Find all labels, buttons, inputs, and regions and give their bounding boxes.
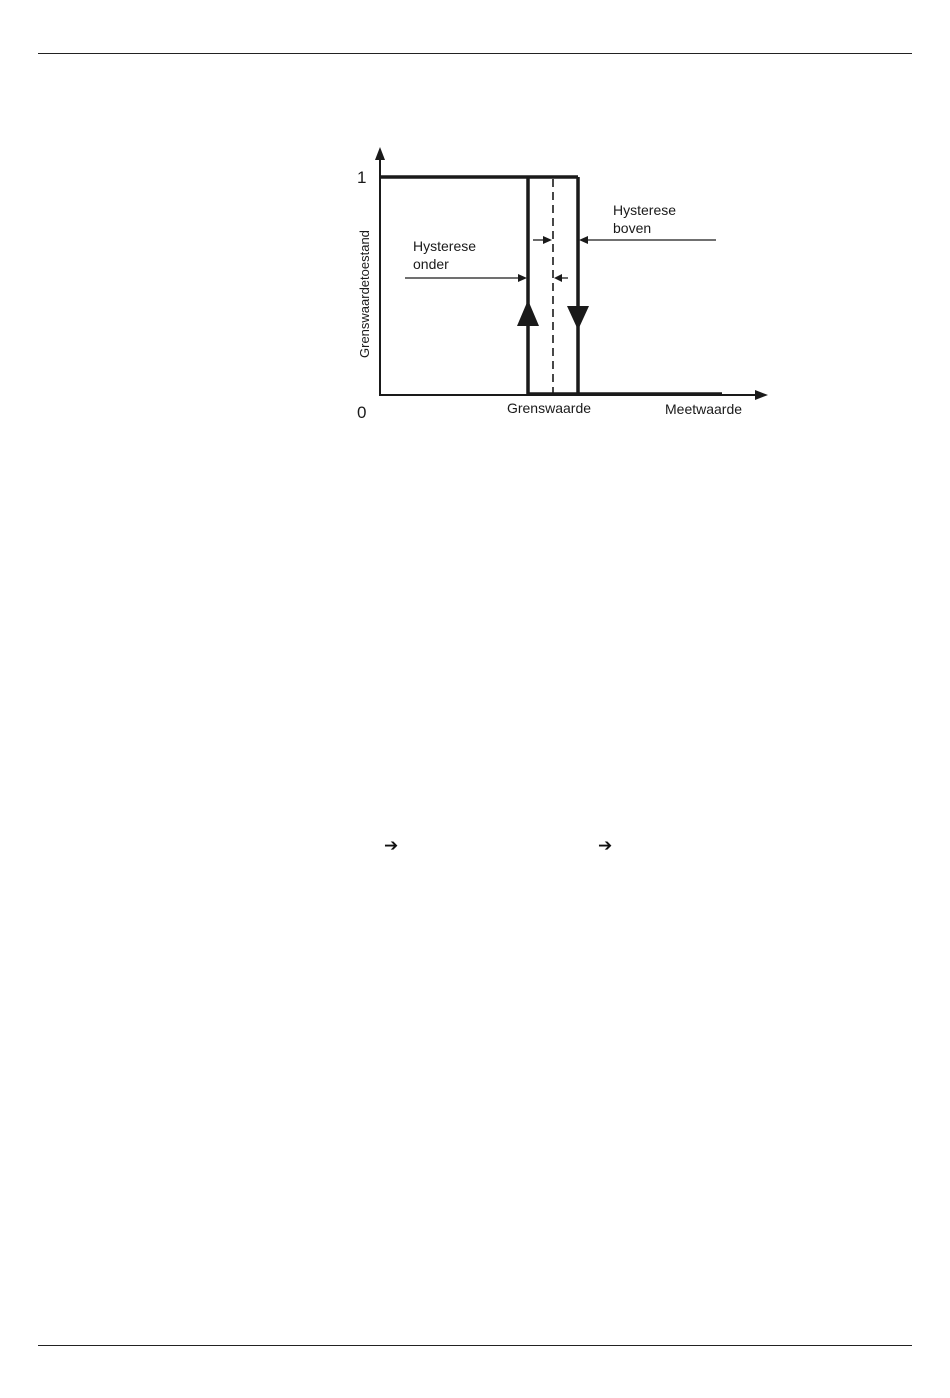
right-arrow-icon: ➔ xyxy=(384,836,399,855)
threshold-label: Grenswaarde xyxy=(506,400,592,416)
hysteresis-upper-label-line2: boven xyxy=(613,220,652,236)
x-axis-label: Meetwaarde xyxy=(665,401,743,417)
hysteresis-lower-left-arrowhead xyxy=(518,274,527,282)
footer-rule xyxy=(38,1345,912,1346)
hysteresis-diagram xyxy=(340,140,780,440)
hysteresis-upper-label-line1: Hysterese xyxy=(613,202,677,218)
y-axis-label: Grenswaardetoestand xyxy=(357,230,372,358)
hysteresis-lower-label-line1: Hysterese xyxy=(413,238,477,254)
down-arrow-icon xyxy=(567,306,589,330)
hysteresis-upper-left-arrowhead xyxy=(543,236,552,244)
y-axis-arrowhead xyxy=(375,147,385,160)
x-axis-arrowhead xyxy=(755,390,768,400)
hysteresis-lower-label-line2: onder xyxy=(413,256,449,272)
y-tick-1-label: 1 xyxy=(357,168,367,187)
hysteresis-upper-right-arrowhead xyxy=(579,236,588,244)
hysteresis-lower-right-arrowhead xyxy=(554,274,562,282)
right-arrow-icon: ➔ xyxy=(598,836,613,855)
y-tick-0-label: 0 xyxy=(357,403,367,422)
up-arrow-icon xyxy=(517,300,539,326)
header-rule xyxy=(38,53,912,54)
